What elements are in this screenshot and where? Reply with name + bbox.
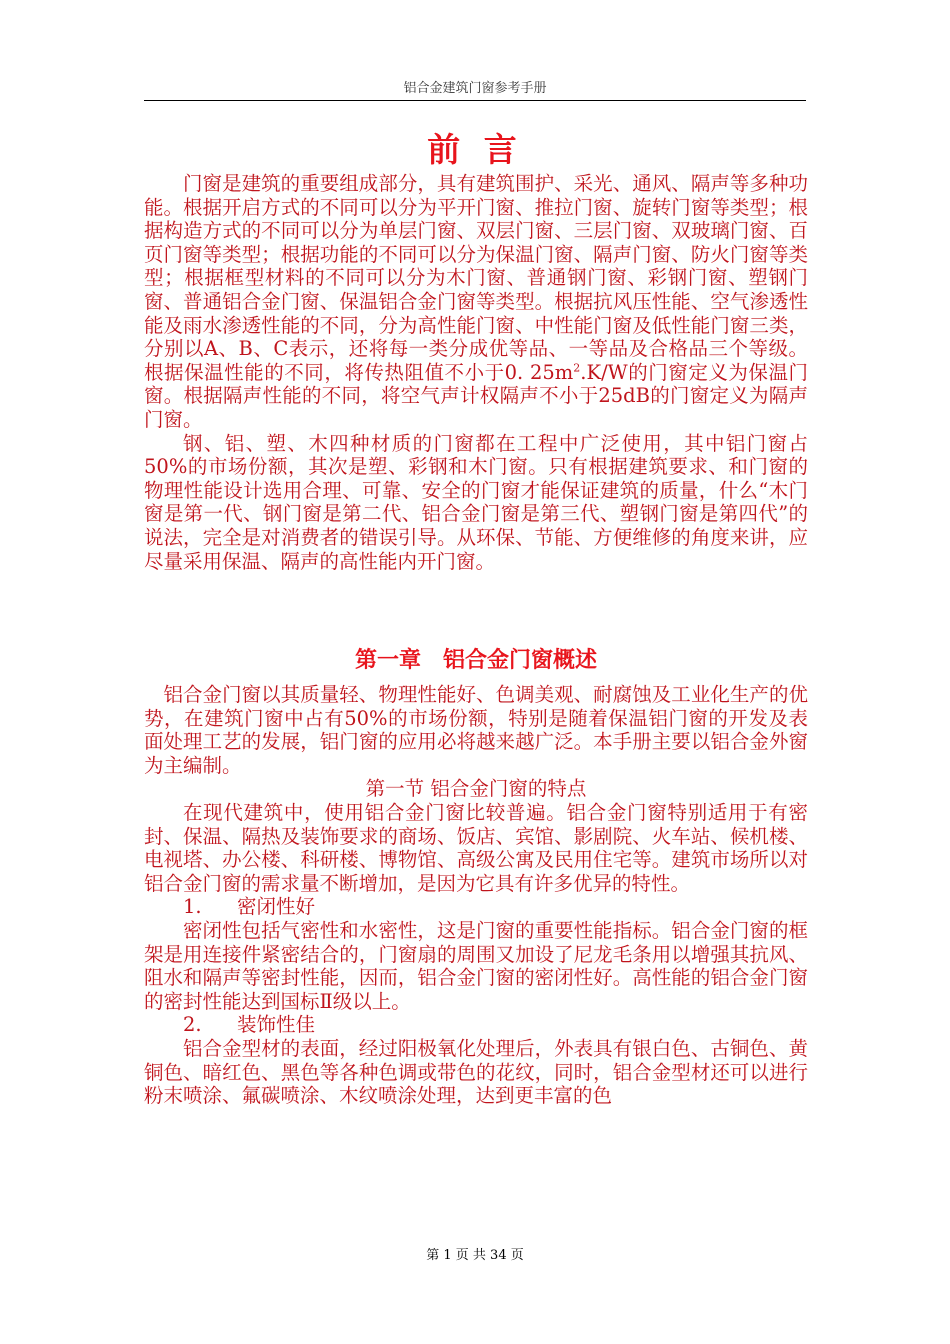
item-number: 1. — [183, 895, 202, 919]
preface-paragraph-2: 钢、铝、塑、木四种材质的门窗都在工程中广泛使用，其中铝门窗占50%的市场份额，其次是塑、彩钢和木门窗。只有根据建筑要求、和门窗的物理性能设计选用合理、可靠、安全的门窗才能保证建筑的质量，什么“木门窗是第一代、钢门窗是第二代、铝合金门窗是第三代、塑钢门窗是第四代”的说法，完全是对消费者的错误引导。从环保、节能、方便维修的角度来讲，应尽量采用保温、隔声的高性能内开门窗。 — [144, 431, 808, 573]
document-body — [144, 172, 808, 1108]
section-paragraph: 在现代建筑中，使用铝合金门窗比较普遍。铝合金门窗特别适用于有密封、保温、隔热及装饰要求的商场、饭店、宾馆、影剧院、火车站、候机楼、电视塔、办公楼、科研楼、博物馆、高级公寓及民用住宅等。建筑市场所以对铝合金门窗的需求量不断增加，是因为它具有许多优异的特性。 — [144, 801, 808, 895]
superscript-2: 2 — [573, 361, 581, 375]
header-rule — [144, 100, 806, 101]
item-paragraph-2: 铝合金型材的表面，经过阳极氧化处理后，外表具有银白色、古铜色、黄铜色、暗红色、黑色等各种色调或带色的花纹，同时，铝合金型材还可以进行粉末喷涂、氟碳喷涂、木纹喷涂处理，达到更丰富的色 — [144, 1037, 808, 1108]
list-item-heading-1 — [144, 895, 808, 919]
page-title: 前 言 — [427, 130, 523, 169]
preface-p1-text-end: .K/W的门窗定义为保温门窗。根据隔声性能的不同，将空气声计权隔声不小于25dB的门窗定义为隔声门窗。 — [144, 360, 808, 431]
preface-paragraph-1 — [144, 172, 808, 432]
page-footer: 第 1 页 共 34 页 — [426, 1248, 524, 1263]
section-title: 第一节 铝合金门窗的特点 — [365, 777, 587, 801]
item-paragraph-1: 密闭性包括气密性和水密性，这是门窗的重要性能指标。铝合金门窗的框架是用连接件紧密结合的，门窗扇的周围又加设了尼龙毛条用以增强其抗风、阻水和隔声等密封性能，因而，铝合金门窗的密闭性好。高性能的铝合金门窗的密封性能达到国标Ⅱ级以上。 — [144, 919, 808, 1013]
chapter-intro: 铝合金门窗以其质量轻、物理性能好、色调美观、耐腐蚀及工业化生产的优势，在建筑门窗中占有50%的市场份额，特别是随着保温铝门窗的开发及表面处理工艺的发展，铝门窗的应用必将越来越广泛。本手册主要以铝合金外窗为主编制。 — [144, 683, 808, 777]
item-number: 2. — [183, 1013, 202, 1037]
chapter-title: 第一章 铝合金门窗概述 — [354, 647, 597, 674]
item-title: 装饰性佳 — [237, 1013, 316, 1037]
preface-p1-text: 门窗是建筑的重要组成部分，具有建筑围护、采光、通风、隔声等多种功能。根据开启方式的不同可以分为平开门窗、推拉门窗、旋转门窗等类型；根据构造方式的不同可以分为单层门窗、双层门窗、三层门窗、双玻璃门窗、百页门窗等类型；根据功能的不同可以分为保温门窗、隔声门窗、防火门窗等类型；根据框型材料的不同可以分为木门窗、普通钢门窗、彩钢门窗、塑钢门窗、普通铝合金门窗、保温铝合金门窗等类型。根据抗风压性能、空气渗透性能及雨水渗透性能的不同，分为高性能门窗、中性能门窗及低性能门窗三类，分别以A、B、C表示，还将每一类分成优等品、一等品及合格品三个等级。根据保温性能的不同，将传热阻值不小于0. 25m — [144, 172, 808, 384]
list-item-heading-2 — [144, 1013, 808, 1037]
page-header: 铝合金建筑门窗参考手册 — [403, 81, 547, 96]
item-title: 密闭性好 — [237, 895, 316, 919]
spacer — [144, 573, 808, 643]
